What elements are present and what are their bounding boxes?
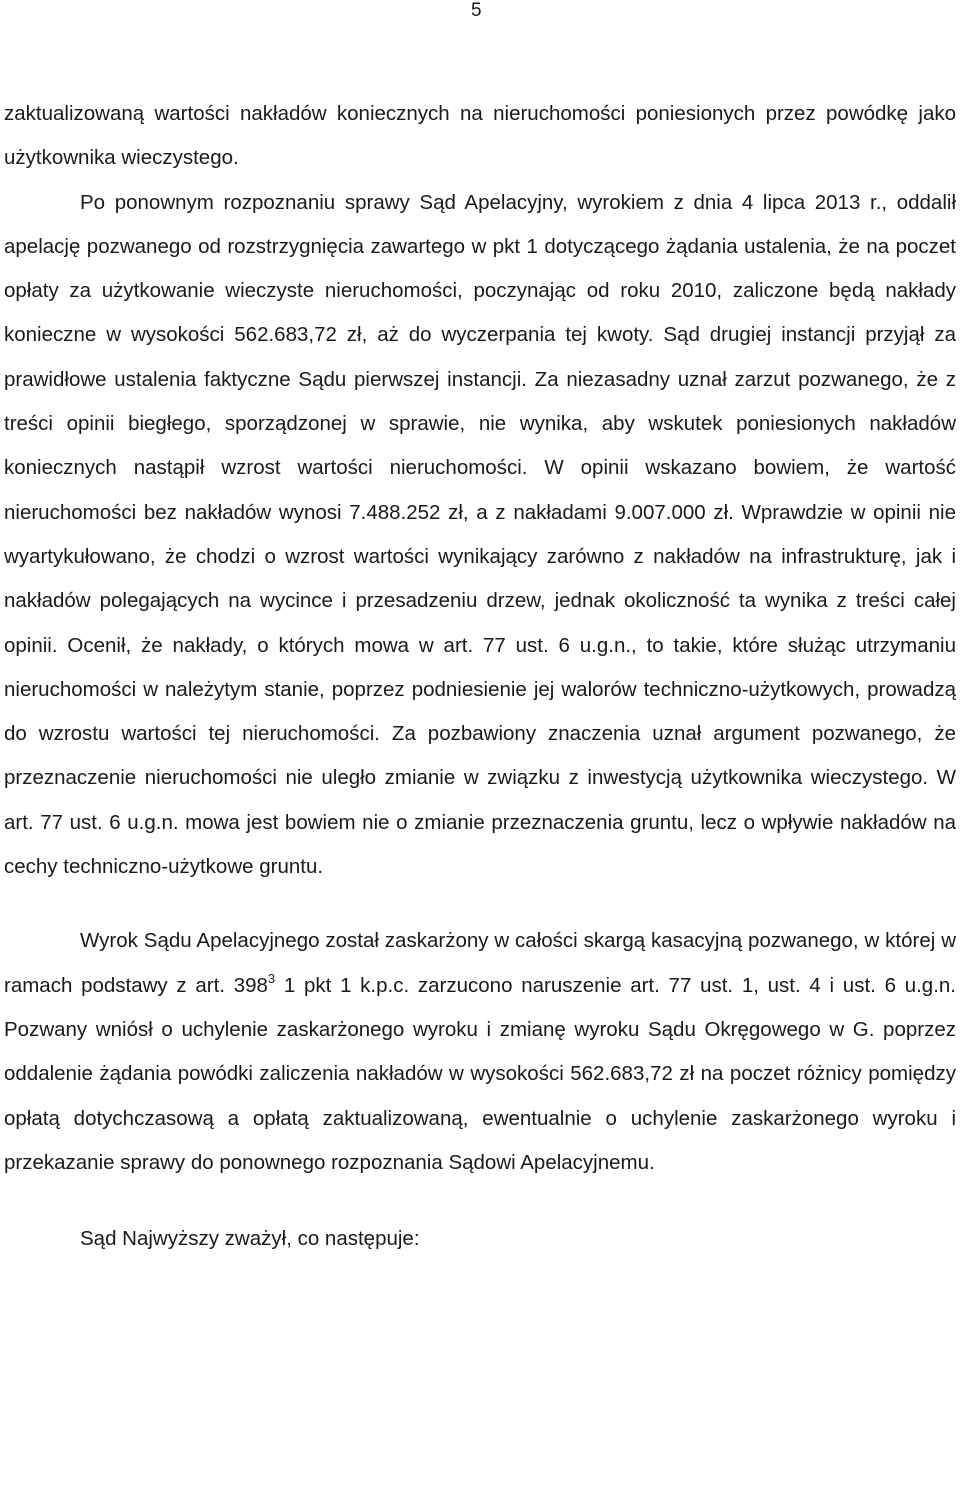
- paragraph-3: [4, 919, 956, 1185]
- paragraph-1: zaktualizowaną wartości nakładów koniecznych na nieruchomości poniesionych przez powódkę jako użytkownika wieczystego.: [4, 102, 956, 170]
- paragraph-3-text-start: Wyrok Sądu Apelacyjnego został zaskarżony w całości skargą kasacyjną pozwanego, w której w ramach podstawy z art. 398: [4, 929, 956, 997]
- superscript-marker: 3: [267, 970, 276, 986]
- paragraph-2: Po ponownym rozpoznaniu sprawy Sąd Apelacyjny, wyrokiem z dnia 4 lipca 2013 r., oddalił apelację pozwanego od rozstrzygnięcia zawartego w pkt 1 dotyczącego żądania ustalenia, że na poczet opłaty za użytkowanie wieczyste nieruchomości, poczynając od roku 2010, zaliczone będą nakłady konieczne w wysokości 562.683,72 zł, aż do wyczerpania tej kwoty. Sąd drugiej instancji przyjął za prawidłowe ustalenia faktyczne Sądu pierwszej instancji. Za niezasadny uznał zarzut pozwanego, że z treści opinii biegłego, sporządzonej w sprawie, nie wynika, aby wskutek poniesionych nakładów koniecznych nastąpił wzrost wartości nieruchomości. W opinii wskazano bowiem, że wartość nieruchomości bez nakładów wynosi 7.488.252 zł, a z nakładami 9.007.000 zł. Wprawdzie w opinii nie wyartykułowano, że chodzi o wzrost wartości wynikający zarówno z nakładów na infrastrukturę, jak i nakładów polegających na wycince i przesadzeniu drzew, jednak okoliczność ta wynika z treści całej opinii. Ocenił, że nakłady, o których mowa w art. 77 ust. 6 u.g.n., to takie, które służąc utrzymaniu nieruchomości w należytym stanie, poprzez podniesienie jej walorów techniczno-użytkowych, prowadzą do wzrostu wartości tej nieruchomości. Za pozbawiony znaczenia uznał argument pozwanego, że przeznaczenie nieruchomości nie uległo zmianie w związku z inwestycją użytkownika wieczystego. W art. 77 ust. 6 u.g.n. mowa jest bowiem nie o zmianie przeznaczenia gruntu, lecz o wpływie nakładów na cechy techniczno-użytkowe gruntu.: [4, 190, 956, 879]
- document-body: [4, 92, 956, 1261]
- section-heading: Sąd Najwyższy zważył, co następuje:: [80, 1227, 420, 1251]
- page-number: 5: [471, 0, 482, 21]
- paragraph-3-text-end: 1 pkt 1 k.p.c. zarzucono naruszenie art. 77 ust. 1, ust. 4 i ust. 6 u.g.n. Pozwany wniósł o uchylenie zaskarżonego wyroku i zmianę wyroku Sądu Okręgowego w G. poprzez oddalenie żądania powódki zaliczenia nakładów w wysokości 562.683,72 zł na poczet różnicy pomiędzy opłatą dotychczasową a opłatą zaktualizowaną, ewentualnie o uchylenie zaskarżonego wyroku i przekazanie sprawy do ponownego rozpoznania Sądowi Apelacyjnemu.: [4, 973, 956, 1174]
